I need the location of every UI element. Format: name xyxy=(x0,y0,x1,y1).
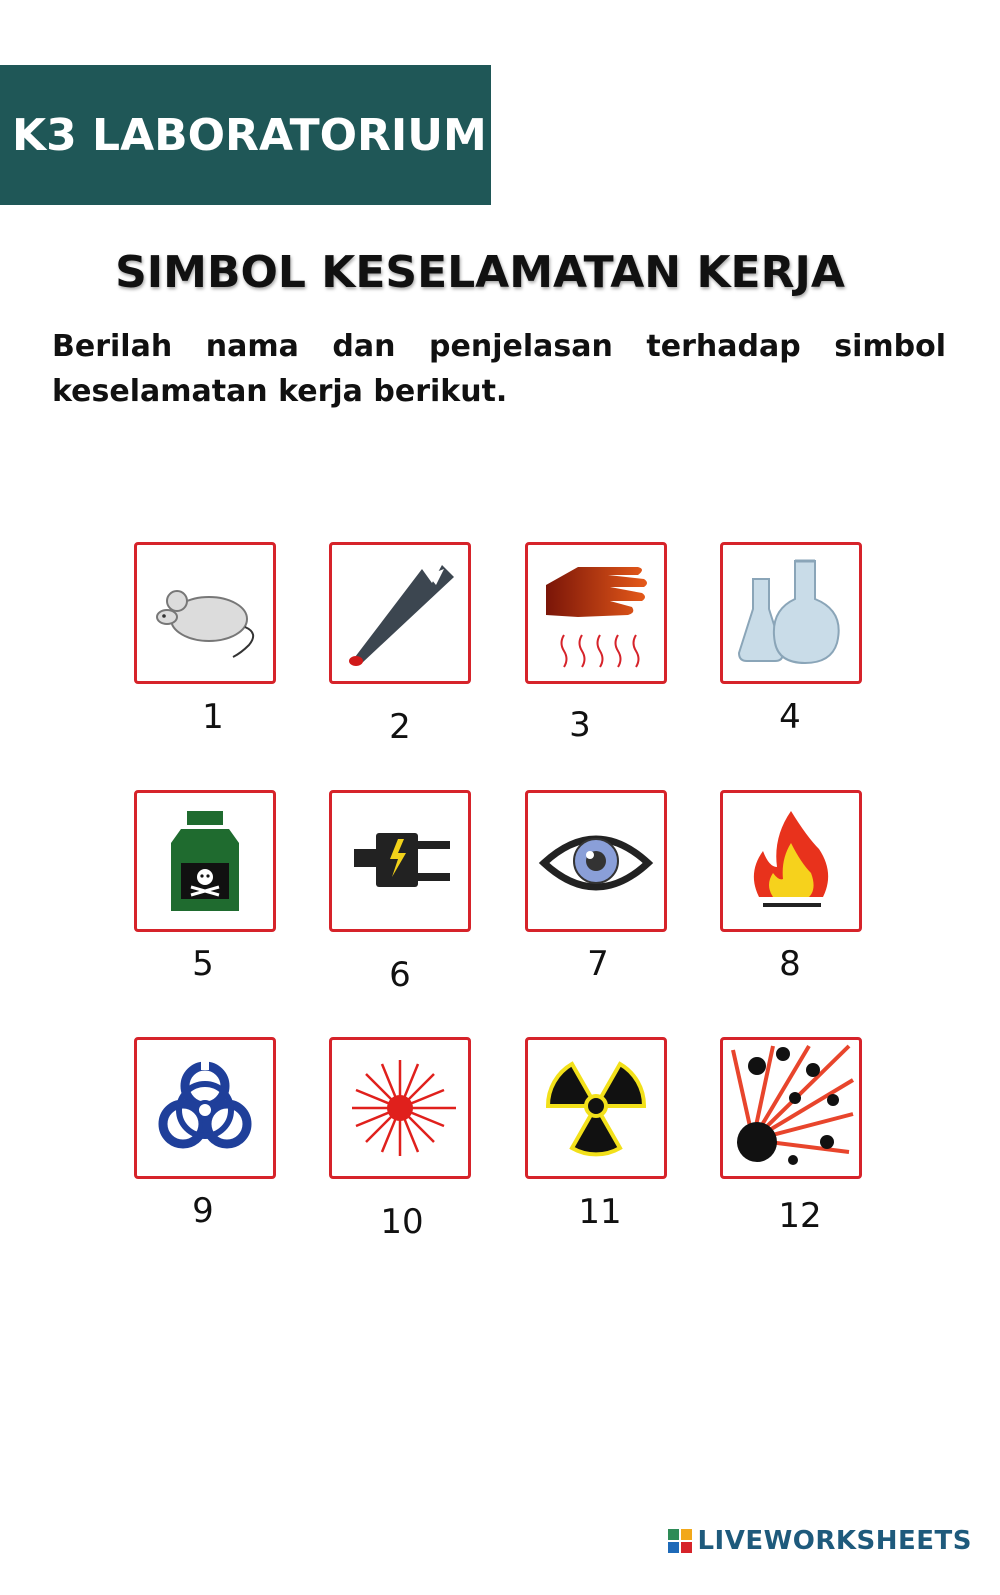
symbol-number: 6 xyxy=(389,955,411,995)
symbol-tile-1 xyxy=(134,542,276,684)
hot-surface-hand-icon xyxy=(528,545,664,681)
symbol-number: 8 xyxy=(779,944,801,984)
symbol-number: 7 xyxy=(587,944,609,984)
symbol-number: 9 xyxy=(192,1191,214,1231)
symbol-number: 2 xyxy=(389,707,411,747)
symbol-tile-6 xyxy=(329,790,471,932)
symbol-tile-2 xyxy=(329,542,471,684)
radiation-icon xyxy=(528,1040,664,1176)
mouse-icon xyxy=(137,545,273,681)
electrical-plug-icon xyxy=(332,793,468,929)
biohazard-icon xyxy=(137,1040,273,1176)
symbol-number: 10 xyxy=(380,1202,424,1242)
brand-label: LIVEWORKSHEETS xyxy=(697,1526,972,1556)
laser-icon xyxy=(332,1040,468,1176)
eye-protection-icon xyxy=(528,793,664,929)
symbol-tile-8 xyxy=(720,790,862,932)
toxic-bottle-icon xyxy=(137,793,273,929)
symbol-number: 11 xyxy=(578,1192,622,1232)
symbol-number: 5 xyxy=(192,944,214,984)
symbol-tile-10 xyxy=(329,1037,471,1179)
instruction-text: Berilah nama dan penjelasan terhadap simbol keselamatan kerja berikut. xyxy=(52,329,946,409)
symbol-tile-4 xyxy=(720,542,862,684)
worksheet-title: SIMBOL KESELAMATAN KERJA xyxy=(115,247,845,298)
symbol-number: 1 xyxy=(202,697,224,737)
symbol-tile-5 xyxy=(134,790,276,932)
banner-title: K3 LABORATORIUM xyxy=(12,109,487,161)
glassware-flask-icon xyxy=(723,545,859,681)
symbol-number: 12 xyxy=(778,1196,822,1236)
symbol-tile-9 xyxy=(134,1037,276,1179)
symbol-tile-11 xyxy=(525,1037,667,1179)
symbol-tile-7 xyxy=(525,790,667,932)
liveworksheets-brand xyxy=(667,1526,972,1556)
sharp-blade-icon xyxy=(332,545,468,681)
flame-icon xyxy=(723,793,859,929)
liveworksheets-logo-icon xyxy=(667,1528,693,1554)
symbol-number: 4 xyxy=(779,697,801,737)
explosive-icon xyxy=(723,1040,859,1176)
symbol-tile-12 xyxy=(720,1037,862,1179)
symbol-tile-3 xyxy=(525,542,667,684)
symbol-number: 3 xyxy=(569,705,591,745)
title-banner xyxy=(0,65,491,205)
